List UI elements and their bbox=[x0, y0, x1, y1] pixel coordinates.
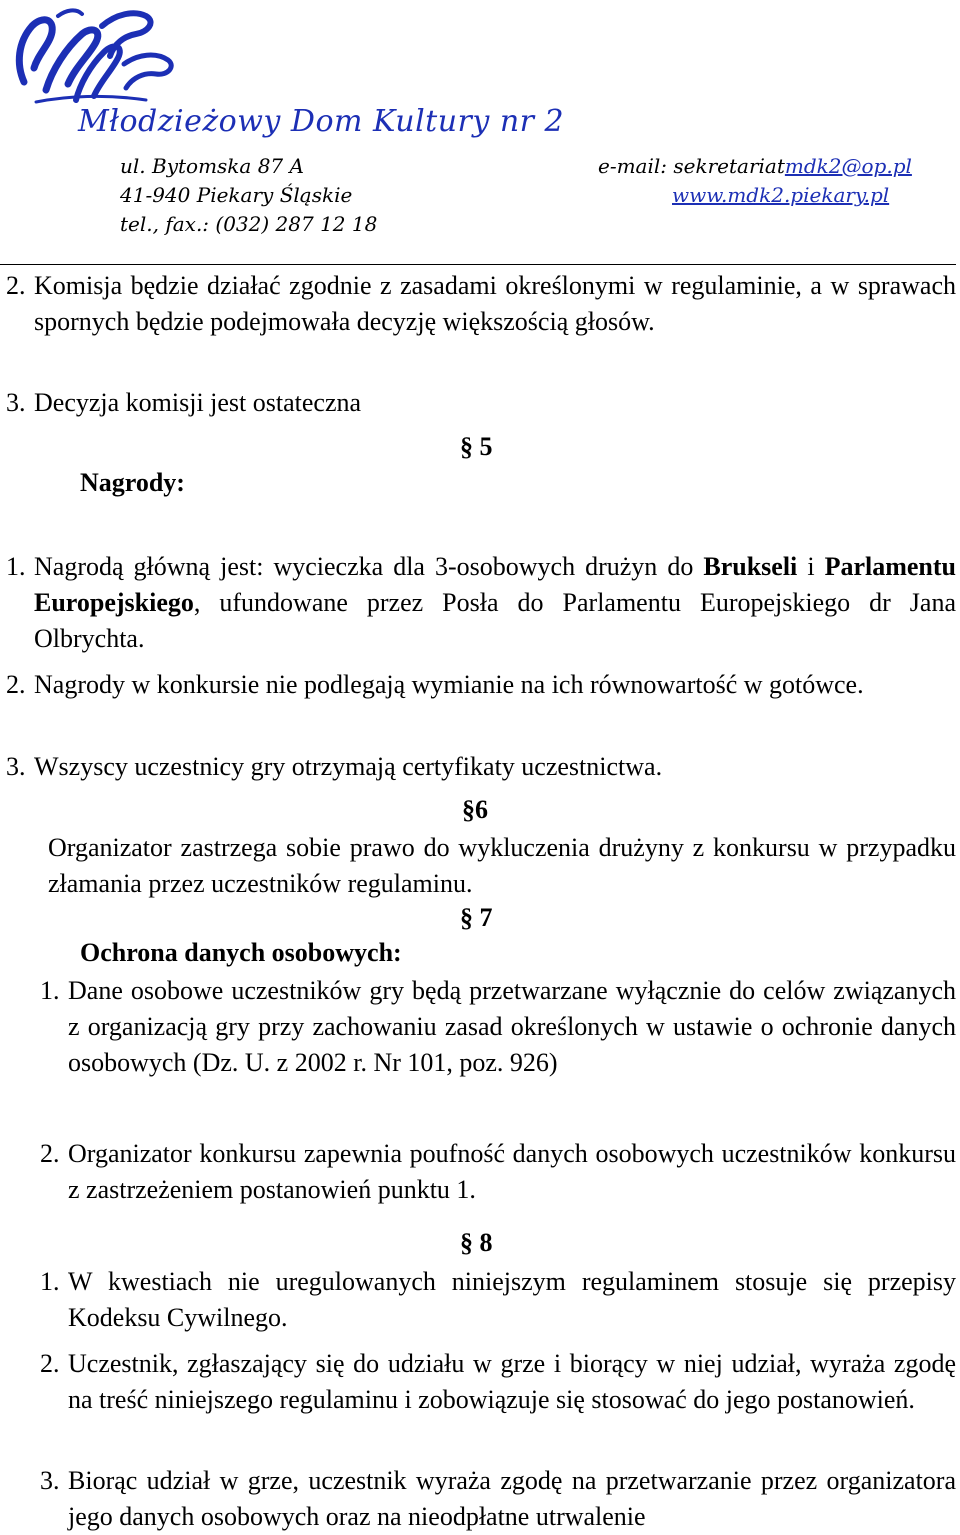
s4-item-2-number: 2. bbox=[6, 271, 26, 300]
s5-item-2-text: Nagrody w konkursie nie podlegają wymianie na ich równowartość w gotówce. bbox=[34, 670, 864, 699]
section-5-heading: § 5 bbox=[460, 432, 493, 461]
section-6-heading: §6 bbox=[462, 795, 488, 824]
letterhead bbox=[0, 0, 960, 262]
s5-item-3 bbox=[6, 749, 956, 785]
s8-item-2-text: Uczestnik, zgłaszający się do udziału w grze i biorący w niej udział, wyraża zgodę na treść niniejszego regulaminu i zobowiązuje się stosować do jego postanowień. bbox=[68, 1349, 956, 1414]
s8-item-2-number: 2. bbox=[40, 1349, 60, 1378]
email-line bbox=[598, 154, 912, 178]
s5-item-1-number: 1. bbox=[6, 552, 26, 581]
section-7-title: Ochrona danych osobowych: bbox=[80, 938, 402, 967]
mdk-logo-icon bbox=[6, 4, 181, 114]
s4-item-3 bbox=[6, 385, 956, 421]
s7-item-1-text: Dane osobowe uczestników gry będą przetwarzane wyłącznie do celów związanych z organizacją gry przy zachowaniu zasad określonych w ustawie o ochronie danych osobowych (Dz. U. z 2002 r. Nr 101, poz. 926) bbox=[68, 976, 956, 1077]
section-7-heading: § 7 bbox=[460, 903, 493, 932]
header-divider bbox=[0, 264, 956, 265]
s5-item-1-parliament: Parlamentu Europejskiego bbox=[34, 552, 956, 617]
s4-item-2-text: Komisja będzie działać zgodnie z zasadami określonymi w regulaminie, a w sprawach spornych będzie podejmowała decyzję większością głosów. bbox=[34, 271, 956, 336]
s7-item-2 bbox=[40, 1136, 956, 1208]
organization-name: Młodzieżowy Dom Kultury nr 2 bbox=[78, 104, 565, 139]
s5-item-1-part-c: i bbox=[797, 552, 825, 581]
email-label: e-mail: sekretariat bbox=[598, 154, 785, 178]
s5-item-2-number: 2. bbox=[6, 670, 26, 699]
s8-item-3 bbox=[40, 1463, 956, 1535]
s7-item-1 bbox=[40, 973, 956, 1081]
email-link[interactable]: mdk2@op.pl bbox=[784, 154, 912, 178]
s5-item-1-part-e: , ufundowane przez Posła do Parlamentu Europejskiego dr Jana Olbrychta. bbox=[34, 588, 956, 653]
s7-item-1-number: 1. bbox=[40, 976, 60, 1005]
website-link[interactable]: www.mdk2.piekary.pl bbox=[672, 183, 890, 207]
section-8-heading: § 8 bbox=[460, 1228, 493, 1257]
address-street: ul. Bytomska 87 A bbox=[120, 154, 304, 178]
s5-item-1-text bbox=[34, 549, 956, 657]
s5-item-3-text: Wszyscy uczestnicy gry otrzymają certyfikaty uczestnictwa. bbox=[34, 752, 663, 781]
s8-item-3-number: 3. bbox=[40, 1466, 60, 1495]
s4-item-3-number: 3. bbox=[6, 388, 26, 417]
s7-item-2-number: 2. bbox=[40, 1139, 60, 1168]
s5-item-2 bbox=[6, 667, 956, 703]
s8-item-1-text: W kwestiach nie uregulowanych niniejszym regulaminem stosuje się przepisy Kodeksu Cywilnego. bbox=[68, 1267, 956, 1332]
s5-item-1-part-a: Nagrodą główną jest: wycieczka dla 3-osobowych drużyn do bbox=[34, 552, 704, 581]
s4-item-2 bbox=[6, 268, 956, 340]
phone-fax: tel., fax.: (032) 287 12 18 bbox=[120, 212, 378, 236]
s8-item-2 bbox=[40, 1346, 956, 1418]
s5-item-1 bbox=[6, 549, 956, 657]
s5-item-3-number: 3. bbox=[6, 752, 26, 781]
s4-item-3-text: Decyzja komisji jest ostateczna bbox=[34, 388, 362, 417]
section-5-title: Nagrody: bbox=[80, 468, 185, 497]
website-line bbox=[672, 183, 889, 207]
s8-item-1-number: 1. bbox=[40, 1267, 60, 1296]
s6-text: Organizator zastrzega sobie prawo do wykluczenia drużyny z konkursu w przypadku złamania przez uczestników regulaminu. bbox=[48, 833, 956, 898]
address-city: 41-940 Piekary Śląskie bbox=[120, 183, 353, 207]
s5-item-1-brussels: Brukseli bbox=[703, 552, 798, 581]
s7-item-2-text: Organizator konkursu zapewnia poufność danych osobowych uczestników konkursu z zastrzeżeniem postanowień punktu 1. bbox=[68, 1139, 956, 1204]
s8-item-1 bbox=[40, 1264, 956, 1336]
s8-item-3-text: Biorąc udział w grze, uczestnik wyraża zgodę na przetwarzanie przez organizatora jego danych osobowych oraz na nieodpłatne utrwalenie bbox=[68, 1466, 956, 1531]
